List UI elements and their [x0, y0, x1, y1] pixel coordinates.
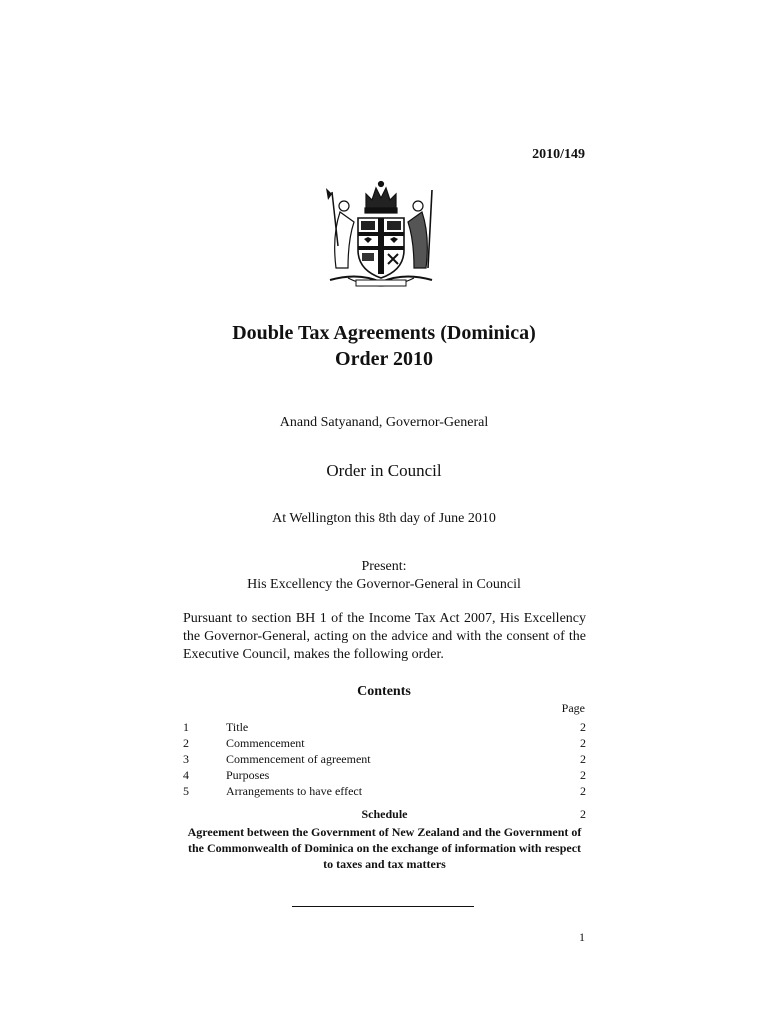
document-title — [0, 320, 768, 372]
schedule-page: 2 — [580, 807, 586, 821]
toc-page: 2 — [580, 784, 586, 798]
toc-row[interactable] — [183, 767, 586, 783]
toc-page: 2 — [580, 736, 586, 750]
divider-rule — [292, 906, 474, 907]
pursuant-paragraph: Pursuant to section BH 1 of the Income Tax Act 2007, His Excellency the Governor-General, acting on the advice and with the consent of the Executive Council, makes the following order. — [183, 611, 586, 662]
toc-row[interactable] — [183, 735, 586, 751]
governor-general-line: Anand Satyanand, Governor-General — [279, 415, 489, 430]
coat-of-arms-icon — [318, 176, 444, 296]
toc-number: 1 — [183, 720, 189, 734]
toc-label: Arrangements to have effect — [226, 784, 363, 798]
present-text: His Excellency the Governor-General in Council — [247, 577, 521, 592]
title-line-1: Double Tax Agreements (Dominica) — [232, 322, 536, 344]
toc-number: 4 — [183, 768, 189, 782]
place-date-line: At Wellington this 8th day of June 2010 — [272, 511, 496, 526]
document-number: 2010/149 — [532, 147, 585, 162]
toc-page: 2 — [580, 752, 586, 766]
toc-row[interactable] — [183, 783, 586, 799]
toc-page: 2 — [580, 720, 586, 734]
present-block — [0, 558, 768, 594]
page-number: 1 — [579, 930, 585, 944]
title-line-2: Order 2010 — [335, 348, 433, 370]
toc-number: 5 — [183, 784, 189, 798]
toc-label: Commencement of agreement — [226, 752, 371, 766]
toc-row[interactable] — [183, 719, 586, 735]
toc-label: Title — [226, 720, 249, 734]
schedule-title: Agreement between the Government of New Zealand and the Government of the Commonwealth of Dominica on the exchange of information with respect to taxes and tax matters — [187, 825, 582, 871]
present-label: Present: — [361, 559, 407, 574]
toc-label: Purposes — [226, 768, 270, 782]
toc-row[interactable] — [183, 751, 586, 767]
page-column-header: Page — [561, 701, 585, 715]
schedule-label: Schedule — [361, 807, 408, 821]
toc-label: Commencement — [226, 736, 305, 750]
toc-page: 2 — [580, 768, 586, 782]
toc-number: 3 — [183, 752, 189, 766]
order-in-council-heading: Order in Council — [326, 461, 442, 480]
contents-heading: Contents — [357, 684, 411, 699]
toc-number: 2 — [183, 736, 189, 750]
